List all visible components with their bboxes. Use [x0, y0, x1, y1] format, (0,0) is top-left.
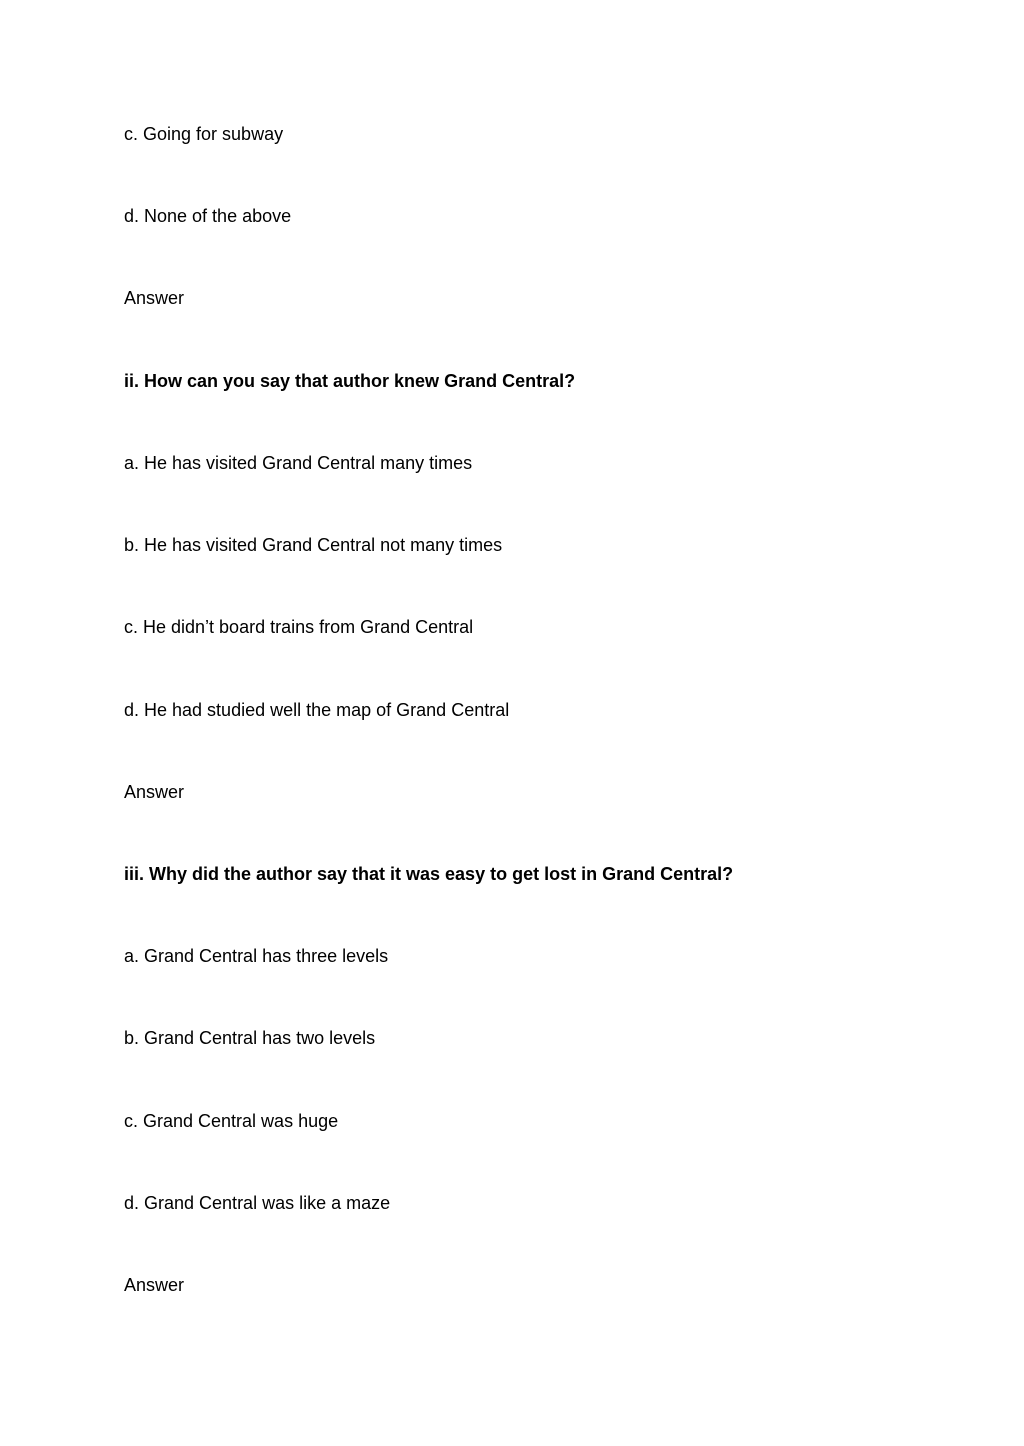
answer-label: Answer [124, 288, 185, 308]
option-d: d. None of the above [124, 206, 292, 226]
option-c: c. Going for subway [124, 124, 284, 144]
option-c: c. Grand Central was huge [124, 1111, 339, 1131]
question-iii: iii. Why did the author say that it was easy to get lost in Grand Central? [124, 864, 734, 884]
option-c: c. He didn’t board trains from Grand Central [124, 617, 474, 637]
option-d: d. Grand Central was like a maze [124, 1193, 391, 1213]
option-d: d. He had studied well the map of Grand Central [124, 700, 510, 720]
option-a: a. Grand Central has three levels [124, 946, 389, 966]
answer-label: Answer [124, 1275, 185, 1295]
answer-label: Answer [124, 782, 185, 802]
option-b: b. He has visited Grand Central not many times [124, 535, 503, 555]
option-b: b. Grand Central has two levels [124, 1028, 376, 1048]
question-ii: ii. How can you say that author knew Grand Central? [124, 371, 576, 391]
option-a: a. He has visited Grand Central many times [124, 453, 473, 473]
